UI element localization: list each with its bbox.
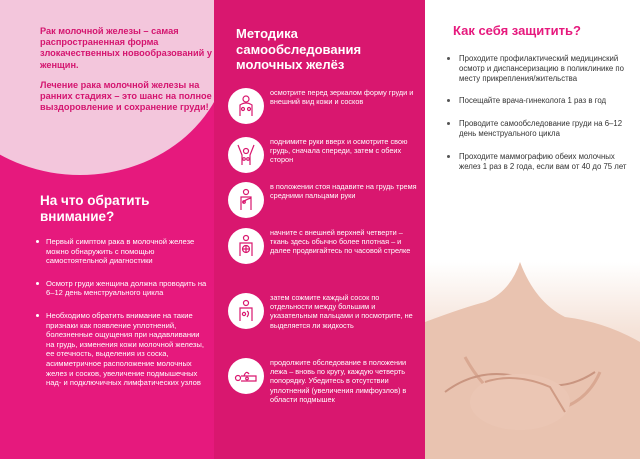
lead-paragraph-2: Лечение рака молочной железы на ранних стадиях – это шанс на полное выздоровление и сохранение груди!	[40, 79, 212, 113]
right-heading: Как себя защитить?	[453, 23, 581, 38]
lead-paragraph-1: Рак молочной железы – самая распространенная форма злокачественных новообразований у женщин.	[40, 26, 212, 70]
step-text: начните с внешней верхней четверти – ткань здесь обычно более плотная – и далее продвигайтесь по часовой стрелке	[270, 228, 411, 256]
list-item: Посещайте врача-гинеколога 1 раз в год	[445, 96, 630, 106]
step-text: затем сожмите каждый сосок по отдельности между большим и указательным пальцами и посмотрите, не выделяется ли жидкость	[270, 293, 413, 330]
quadrant-icon	[228, 228, 264, 264]
raised-arms-icon	[228, 137, 264, 173]
middle-heading: Методика самообследования молочных желёз	[236, 26, 362, 72]
list-item: Проходите маммографию обеих молочных желез 1 раз в 2 года, если вам от 40 до 75 лет	[445, 152, 630, 172]
left-panel	[0, 0, 214, 459]
step-text: в положении стоя надавите на грудь тремя средними пальцами руки	[270, 182, 417, 201]
prevention-list	[445, 54, 630, 184]
lying-down-icon	[228, 358, 264, 394]
list-item: Осмотр груди женщина должна проводить на 6–12 день менструального цикла	[34, 279, 209, 298]
lead-text	[40, 26, 212, 122]
list-item: Необходимо обратить внимание на такие признаки как появление уплотнений, болезненные ощущения при надавливании на грудь, изменения кожи молочной железы, ее отечность, выделения из соска, асимметричное расположение молочных желез и сосков, увеличение подмышечных над- и подключичных лимфатических узлов	[34, 311, 209, 388]
step-text: поднимите руки вверх и осмотрите свою грудь, сначала спереди, затем с обеих сторон	[270, 137, 408, 165]
step-text: продолжите обследование в положении лежа – вновь по кругу, каждую четверть попорядку. Убедитесь в отсутствии уплотнений (увеличения лимфоузлов) в области подмышек	[270, 358, 407, 404]
step-text: осмотрите перед зеркалом форму груди и внешний вид кожи и сосков	[270, 88, 414, 107]
mirror-icon	[228, 88, 264, 124]
right-panel	[425, 0, 640, 459]
left-heading: На что обратить внимание?	[40, 193, 150, 224]
middle-panel	[214, 0, 425, 459]
list-item: Проводите самообследование груди на 6–12 день менструального цикла	[445, 119, 630, 139]
list-item: Проходите профилактический медицинский осмотр и диспансеризацию в поликлинике по месту прикрепления/жительства	[445, 54, 630, 83]
woman-photo	[425, 262, 640, 459]
list-item: Первый симптом рака в молочной железе можно обнаружить с помощью самостоятельной диагностики	[34, 237, 209, 266]
symptoms-list	[34, 237, 209, 401]
standing-palpation-icon	[228, 182, 264, 218]
nipple-squeeze-icon	[228, 293, 264, 329]
